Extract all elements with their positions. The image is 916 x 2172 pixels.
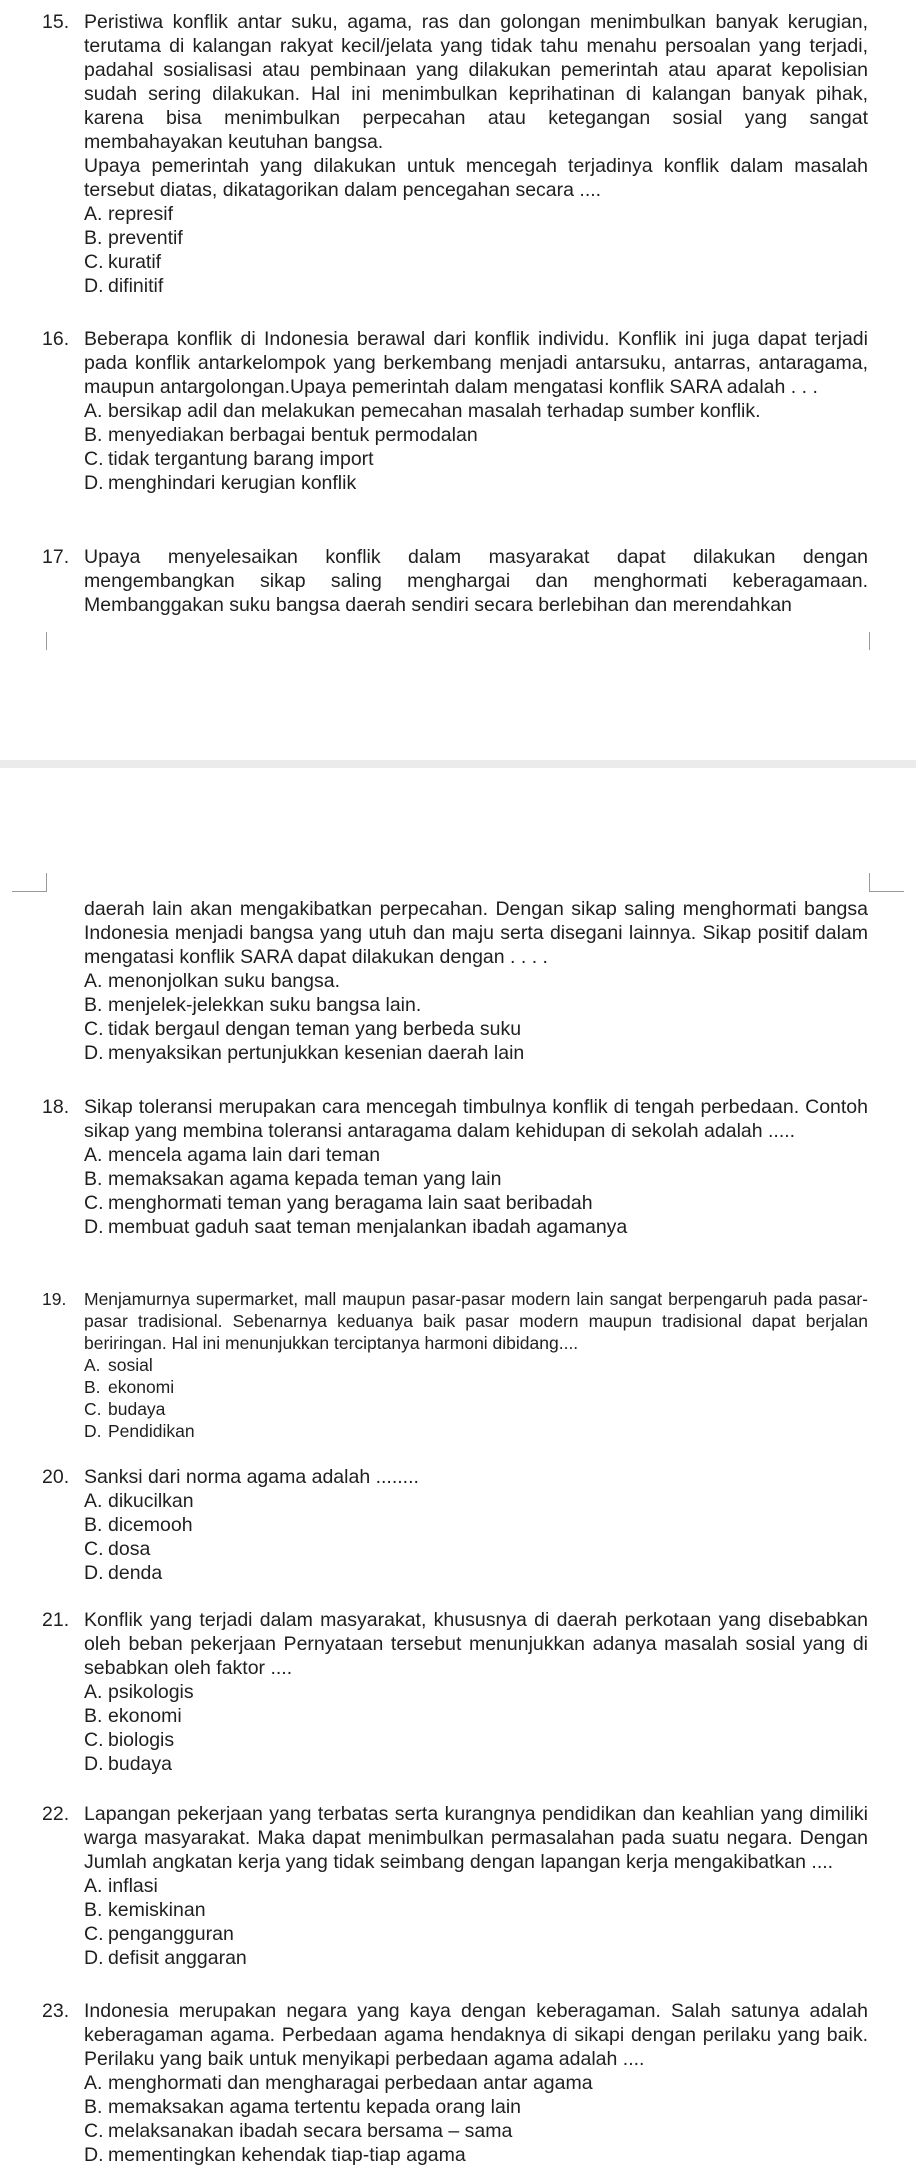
option-c[interactable]: C. biologis [84, 1729, 175, 1751]
option-d[interactable]: D. defisit anggaran [84, 1947, 247, 1969]
options-list [42, 1354, 868, 1442]
option-c[interactable]: C. kuratif [84, 251, 162, 273]
option-b[interactable]: B. kemiskinan [84, 1899, 206, 1921]
question-17 [42, 545, 868, 617]
option-a[interactable]: A. mencela agama lain dari teman [84, 1144, 381, 1166]
question-17-continued [42, 897, 868, 1065]
question-text: Lapangan pekerjaan yang terbatas serta kurangnya pendidikan dan keahlian yang dimiliki warga masyarakat. Maka dapat menimbulkan permasalahan pada suatu negara. Dengan Jumlah angkatan kerja yang tidak seimbang dengan lapangan kerja mengakibatkan .... [84, 1803, 868, 1873]
options-list [42, 2071, 868, 2167]
question-text-continued: Upaya pemerintah yang dilakukan untuk mencegah terjadinya konflik dalam masalah tersebut diatas, dikatagorikan dalam pencegahan secara .... [84, 155, 868, 201]
question-text: Upaya menyelesaikan konflik dalam masyarakat dapat dilakukan dengan mengembangkan sikap saling menghargai dan menghormati keberagamaan. Membanggakan suku bangsa daerah sendiri secara berlebihan dan merendahkan [84, 546, 868, 616]
question-number: 22. [42, 1803, 70, 1825]
question-stem [42, 1608, 868, 1680]
question-stem [42, 545, 868, 617]
question-20 [42, 1465, 868, 1585]
page-1 [0, 0, 916, 760]
page-corner-mark [869, 632, 904, 650]
option-d[interactable]: D. budaya [84, 1753, 172, 1775]
question-number: 18. [42, 1096, 70, 1118]
page-2 [0, 768, 916, 2172]
option-d[interactable]: D. denda [84, 1562, 163, 1584]
option-a[interactable]: A. menonjolkan suku bangsa. [84, 970, 340, 992]
option-b[interactable]: B. menjelek-jelekkan suku bangsa lain. [84, 994, 422, 1016]
question-15 [42, 10, 868, 298]
option-a[interactable]: A. bersikap adil dan melakukan pemecahan masalah terhadap sumber konflik. [84, 400, 761, 422]
question-number: 21. [42, 1609, 70, 1631]
option-d[interactable]: D. mementingkan kehendak tiap-tiap agama [84, 2144, 466, 2166]
option-b[interactable]: B. ekonomi [84, 1377, 175, 1397]
option-c[interactable]: C. budaya [84, 1399, 166, 1419]
question-text: Peristiwa konflik antar suku, agama, ras dan golongan menimbulkan banyak kerugian, terutama di kalangan rakyat kecil/jelata yang tidak tahu menahu persoalan yang terjadi, padahal sosialisasi atau pembinaan yang dilakukan pemerintah atau aparat kepolisian sudah sering dilakukan. Hal ini menimbulkan keprihatinan di kalangan banyak pihak, karena bisa menimbulkan perpecahan atau ketegangan sosial yang sangat membahayakan keutuhan bangsa. [84, 11, 868, 153]
question-number: 23. [42, 2000, 70, 2022]
option-a[interactable]: A. psikologis [84, 1681, 194, 1703]
question-text-continued: daerah lain akan mengakibatkan perpecahan. Dengan sikap saling menghormati bangsa Indonesia menjadi bangsa yang utuh dan maju serta disegani lainnya. Sikap positif dalam mengatasi konflik SARA dapat dilakukan dengan . . . . [84, 898, 868, 968]
option-a[interactable]: A. inflasi [84, 1875, 158, 1897]
question-number: 20. [42, 1466, 70, 1488]
option-c[interactable]: C. melaksanakan ibadah secara bersama – sama [84, 2120, 513, 2142]
option-b[interactable]: B. preventif [84, 227, 183, 249]
question-text: Konflik yang terjadi dalam masyarakat, khususnya di daerah perkotaan yang disebabkan oleh beban pekerjaan Pernyataan tersebut menunjukkan adanya masalah sosial yang di sebabkan oleh faktor .... [84, 1609, 868, 1679]
question-text: Sanksi dari norma agama adalah ........ [84, 1466, 419, 1488]
question-number: 19. [42, 1289, 67, 1309]
options-list [42, 399, 868, 495]
question-22 [42, 1802, 868, 1970]
option-c[interactable]: C. pengangguran [84, 1923, 234, 1945]
question-text: Sikap toleransi merupakan cara mencegah timbulnya konflik di tengah perbedaan. Contoh sikap yang membina toleransi antaragama dalam kehidupan di sekolah adalah ..... [84, 1096, 868, 1142]
option-d[interactable]: D. menyaksikan pertunjukkan kesenian daerah lain [84, 1042, 525, 1064]
page-corner-mark [12, 873, 47, 892]
question-text: Indonesia merupakan negara yang kaya dengan keberagaman. Salah satunya adalah keberagaman agama. Perbedaan agama hendaknya di sikapi dengan perilaku yang baik. Perilaku yang baik untuk menyikapi perbedaan agama adalah .... [84, 2000, 868, 2070]
question-text: Menjamurnya supermarket, mall maupun pasar-pasar modern lain sangat berpengaruh pada pasar-pasar tradisional. Sebenarnya keduanya baik pasar modern maupun tradisional dapat berjalan beriringan. Hal ini menunjukkan terciptanya harmoni dibidang.... [84, 1289, 868, 1353]
options-list [42, 1143, 868, 1239]
question-stem [42, 1465, 868, 1489]
option-c[interactable]: C. tidak bergaul dengan teman yang berbeda suku [84, 1018, 522, 1040]
page-corner-mark [869, 873, 904, 892]
question-stem [42, 1095, 868, 1143]
option-d[interactable]: D. membuat gaduh saat teman menjalankan ibadah agamanya [84, 1216, 628, 1238]
option-c[interactable]: C. dosa [84, 1538, 151, 1560]
option-a[interactable]: A. dikucilkan [84, 1490, 194, 1512]
option-b[interactable]: B. dicemooh [84, 1514, 193, 1536]
option-d[interactable]: D. Pendidikan [84, 1421, 195, 1441]
option-a[interactable]: A. sosial [84, 1355, 153, 1375]
question-stem [42, 1999, 868, 2071]
question-19 [42, 1288, 868, 1442]
options-list [42, 969, 868, 1065]
option-c[interactable]: C. tidak tergantung barang import [84, 448, 374, 470]
question-23 [42, 1999, 868, 2167]
option-b[interactable]: B. memaksakan agama kepada teman yang lain [84, 1168, 502, 1190]
option-b[interactable]: B. memaksakan agama tertentu kepada orang lain [84, 2096, 522, 2118]
option-d[interactable]: D. menghindari kerugian konflik [84, 472, 357, 494]
question-number: 17. [42, 546, 70, 568]
question-stem [42, 10, 868, 154]
question-number: 15. [42, 11, 70, 33]
question-16 [42, 327, 868, 495]
option-a[interactable]: A. menghormati dan mengharagai perbedaan antar agama [84, 2072, 593, 2094]
question-text: Beberapa konflik di Indonesia berawal dari konflik individu. Konflik ini juga dapat terjadi pada konflik antarkelompok yang berkembang menjadi antarsuku, antarras, antaragama, maupun antargolongan.Upaya pemerintah dalam mengatasi konflik SARA adalah . . . [84, 328, 868, 398]
question-stem [42, 1288, 868, 1354]
question-18 [42, 1095, 868, 1239]
question-stem [42, 327, 868, 399]
option-a[interactable]: A. represif [84, 203, 174, 225]
option-b[interactable]: B. ekonomi [84, 1705, 182, 1727]
page-separator [0, 760, 916, 768]
option-d[interactable]: D. difinitif [84, 275, 164, 297]
option-b[interactable]: B. menyediakan berbagai bentuk permodalan [84, 424, 478, 446]
question-stem [42, 1802, 868, 1874]
options-list [42, 202, 868, 298]
options-list [42, 1874, 868, 1970]
options-list [42, 1489, 868, 1585]
options-list [42, 1680, 868, 1776]
option-c[interactable]: C. menghormati teman yang beragama lain saat beribadah [84, 1192, 593, 1214]
question-number: 16. [42, 328, 70, 350]
question-21 [42, 1608, 868, 1776]
page-corner-mark [12, 632, 47, 650]
